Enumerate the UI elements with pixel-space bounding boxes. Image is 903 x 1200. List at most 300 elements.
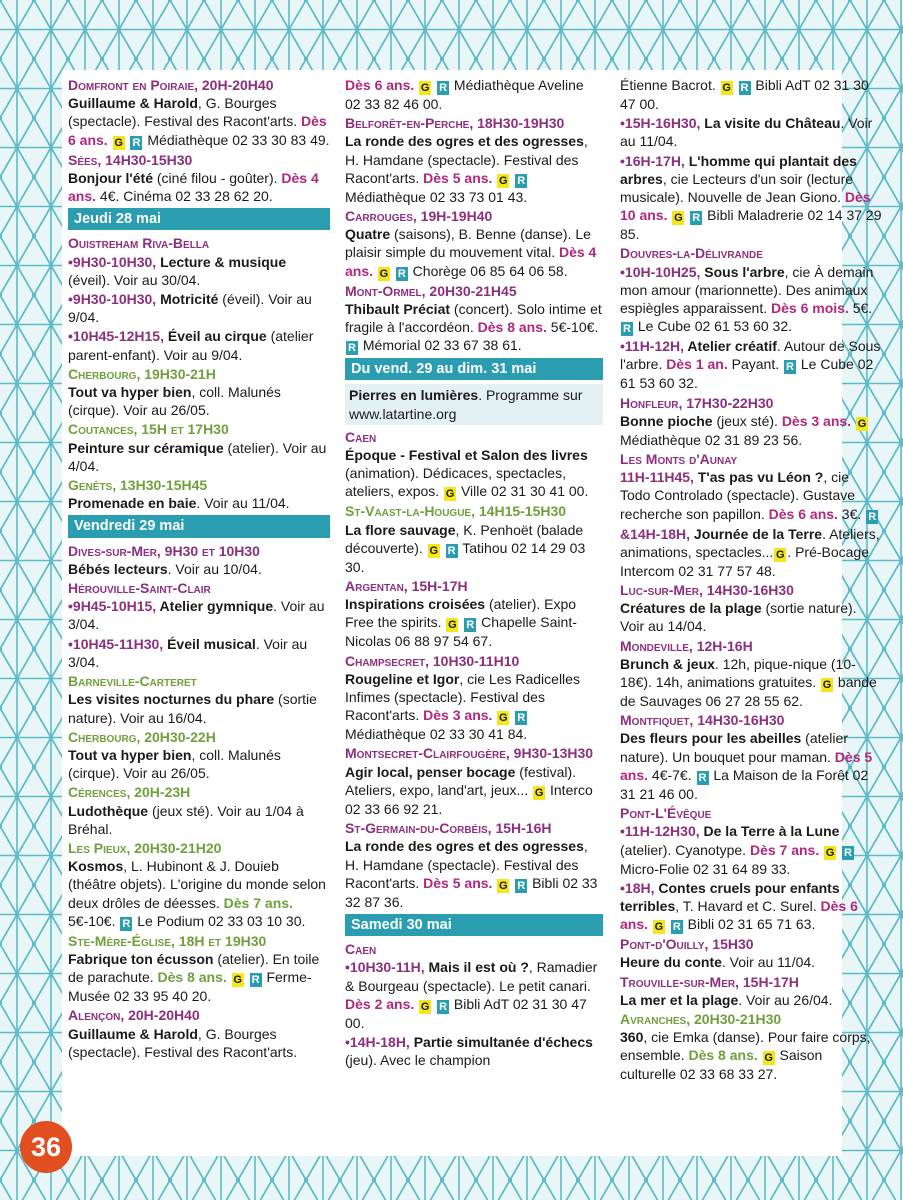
- free-g-icon: G: [114, 136, 123, 149]
- event-text: [68, 440, 326, 474]
- event-entry: [68, 76, 330, 150]
- event-text: [68, 747, 281, 781]
- event-entry: [620, 973, 882, 1009]
- event-place-time: Champsecret, 10H30-11H10: [345, 652, 520, 669]
- event-detail: (jeu). Avec le champion: [345, 1052, 491, 1069]
- event-text: [68, 598, 325, 632]
- reservation-r-icon: R: [346, 341, 358, 355]
- event-title: Bonne pioche: [620, 412, 713, 429]
- age-label: Dès 7 ans.: [223, 894, 293, 911]
- event-entry: [68, 542, 330, 578]
- event-detail: Bibli 02 33 32 87 36.: [345, 874, 598, 910]
- event-title: Brunch & jeux: [620, 655, 715, 672]
- event-entry: [68, 476, 330, 512]
- event-detail: [734, 77, 738, 93]
- reservation-r-icon: R: [697, 771, 709, 785]
- event-place-time: Alençon, 20H-20H40: [68, 1007, 200, 1024]
- event-place-time: Caen: [345, 941, 377, 958]
- event-title: Éveil au cirque: [167, 328, 267, 345]
- event-title: Mais il est où ?: [428, 959, 529, 976]
- event-text: [68, 95, 330, 147]
- event-detail: 5€-10€.: [546, 319, 599, 336]
- reservation-r-icon: R: [464, 618, 476, 632]
- age-label: Dès 2 ans.: [345, 995, 415, 1012]
- free-g-icon: G: [722, 82, 731, 94]
- event-detail: [459, 614, 463, 630]
- free-g-icon: G: [499, 174, 508, 187]
- free-g-icon: G: [825, 846, 835, 859]
- event-detail: [432, 77, 436, 93]
- time-label: •16H-17H,: [620, 152, 689, 169]
- event-entry: [345, 744, 603, 818]
- event-text: [68, 291, 312, 325]
- event-text: [68, 170, 319, 204]
- event-detail: [666, 916, 670, 932]
- time-label: •11H-12H30,: [620, 823, 704, 840]
- event-detail: [441, 540, 445, 556]
- event-place-time: Barneville-Carteret: [68, 673, 197, 690]
- event-place-time: Avranches, 20H30-21H30: [620, 1010, 782, 1027]
- reservation-r-icon: R: [784, 360, 796, 374]
- event-detail: [414, 996, 418, 1012]
- reservation-r-icon: R: [739, 81, 751, 95]
- event-text: [345, 671, 580, 742]
- event-entry: [68, 1006, 330, 1061]
- info-box: [345, 384, 603, 424]
- reservation-r-icon: R: [396, 267, 408, 281]
- event-entry: [68, 839, 330, 931]
- event-place-time: Belforêt-en-Perche, 18H30-19H30: [345, 115, 565, 132]
- event-text: [620, 469, 879, 521]
- event-title: La flore sauvage: [345, 521, 456, 538]
- event-entry: [345, 577, 603, 651]
- free-g-icon: G: [233, 974, 242, 987]
- time-label: •14H-18H,: [345, 1033, 414, 1050]
- event-detail: (atelier). En toile de parachute.: [68, 950, 320, 986]
- reservation-r-icon: R: [621, 322, 633, 336]
- event-detail: . Programme sur www.latartine.org: [349, 387, 583, 422]
- event-detail: (atelier). Expo Free the spirits.: [345, 596, 577, 631]
- event-text: [345, 596, 577, 649]
- age-label: Dès 7 ans.: [749, 841, 820, 858]
- event-detail: . Voir au 3/04.: [68, 598, 325, 633]
- reservation-r-icon: R: [671, 920, 683, 934]
- event-detail: Le Podium 02 33 03 10 30.: [133, 912, 306, 929]
- event-text: [68, 636, 307, 670]
- event-detail: , H. Hamdane (spectacle). Festival des Racont'arts.: [345, 133, 588, 186]
- event-title: Créatures de la plage: [620, 600, 762, 617]
- age-label: Dès 3 ans.: [423, 707, 493, 724]
- event-title: Partie simultanée d'échecs: [413, 1033, 593, 1050]
- event-title: Contes cruels pour enfants terribles: [620, 879, 840, 914]
- event-entry: [68, 672, 330, 727]
- event-text: [345, 959, 597, 1030]
- column-3: [620, 76, 882, 1085]
- event-place-time: Hérouville-Saint-Clair: [68, 580, 211, 597]
- event-detail: Chapelle Saint-Nicolas 06 88 97 54 67.: [345, 614, 577, 650]
- age-label: Dès 8 ans.: [477, 319, 547, 336]
- age-label: Dès 6 ans.: [345, 77, 415, 93]
- event-detail: (concert). Solo intime et fragile à l'accordéon.: [345, 300, 602, 336]
- event-detail: 5€-10€.: [68, 912, 120, 929]
- event-detail: Médiathèque 02 33 30 83 49.: [143, 131, 330, 148]
- event-text: [345, 522, 585, 575]
- event-detail: , K. Penhoët (balade découverte).: [345, 521, 584, 556]
- event-text: [345, 447, 588, 499]
- age-label: Dès 10 ans.: [620, 189, 871, 224]
- event-detail: , cie Les Radicelles Infimes (spectacle). Festival des Racont'arts.: [345, 670, 580, 724]
- event-title: Atelier créatif: [687, 338, 777, 355]
- event-text: [620, 264, 873, 335]
- event-title: Les visites nocturnes du phare: [68, 691, 275, 708]
- event-text: [68, 328, 313, 362]
- age-label: Dès 8 ans.: [157, 969, 227, 986]
- age-label: Dès 3 ans.: [781, 412, 852, 429]
- event-detail: , T. Havard et C. Surel.: [675, 897, 821, 914]
- event-title: Pierres en lumières: [349, 387, 479, 404]
- age-label: Dès 1 an.: [666, 356, 728, 373]
- age-label: Dès 6 ans.: [68, 113, 327, 148]
- event-title: Kosmos: [68, 858, 124, 875]
- event-detail: [373, 263, 377, 279]
- free-g-icon: G: [674, 212, 683, 225]
- event-detail: (atelier nature). Un bouquet pour maman.: [620, 730, 848, 765]
- event-text: [345, 764, 593, 817]
- event-entry: [345, 428, 603, 502]
- event-detail: (éveil). Voir au 9/04.: [68, 291, 312, 326]
- age-label: Dès 5 ans.: [423, 874, 493, 891]
- event-detail: bande de Sauvages 06 27 28 55 62.: [620, 674, 877, 710]
- free-g-icon: G: [822, 679, 832, 692]
- time-label: •10H45-12H15,: [68, 328, 168, 345]
- event-text: [68, 951, 319, 1004]
- event-place-time: Cherbourg, 20H30-22H: [68, 728, 216, 745]
- event-detail: , L. Hubinont & J. Douieb (théâtre objets). L'origine du monde selon deux drôles de déesses.: [68, 858, 326, 911]
- event-place-time: Douvres-la-Délivrande: [620, 245, 763, 262]
- time-label: •9H45-10H15,: [68, 598, 160, 615]
- event-detail: . Voir au 11/04.: [721, 954, 816, 971]
- event-text: [620, 823, 855, 876]
- event-place-time: Honfleur, 17H30-22H30: [620, 394, 774, 411]
- event-detail: (festival). Ateliers, expo, land'art, jeux...: [345, 763, 577, 798]
- event-detail: Mémorial 02 33 67 38 61.: [359, 337, 522, 354]
- event-place-time: Sées, 14H30-15H30: [68, 151, 193, 168]
- event-place-time: Genêts, 13H30-15H45: [68, 477, 208, 494]
- time-label: 11H-11H45,: [620, 469, 698, 486]
- event-detail: Interco 02 33 66 92 21.: [345, 781, 593, 817]
- event-text: [345, 226, 596, 278]
- event-place-time: Mondeville, 12H-16H: [620, 637, 753, 654]
- event-detail: , cie Emka (danse). Pour faire corps, ensemble.: [620, 1029, 871, 1064]
- event-entry: [68, 420, 330, 475]
- day-header: Du vend. 29 au dim. 31 mai: [345, 358, 603, 380]
- event-text: [68, 858, 326, 929]
- event-detail: Payant.: [727, 356, 783, 373]
- time-label: •11H-12H,: [620, 338, 688, 355]
- event-title: Lecture & musique: [160, 253, 287, 270]
- time-label: &14H-18H,: [620, 525, 694, 542]
- event-entry: [620, 244, 882, 336]
- time-label: •9H30-10H30,: [68, 291, 161, 308]
- free-g-icon: G: [857, 417, 867, 430]
- event-detail: La Maison de la Forêt 02 31 21 46 00.: [620, 766, 869, 802]
- event-detail: . Voir au 26/04.: [738, 991, 833, 1008]
- event-detail: [510, 707, 514, 723]
- event-detail: . Voir au 3/04.: [68, 635, 308, 670]
- event-entry: [620, 337, 882, 392]
- event-detail: [227, 969, 231, 985]
- free-g-icon: G: [379, 267, 389, 280]
- event-title: Des fleurs pour les abeilles: [620, 730, 802, 747]
- event-detail: . Pré-Bocage Intercom 02 31 77 57 48.: [620, 543, 870, 579]
- event-detail: (atelier parent-enfant). Voir au 9/04.: [68, 328, 314, 363]
- event-entry: [345, 207, 603, 281]
- event-text: [620, 992, 832, 1008]
- event-place-time: Coutances, 15H et 17H30: [68, 421, 229, 438]
- event-text: [349, 387, 582, 421]
- event-entry: [345, 652, 603, 744]
- event-place-time: Mont-Ormel, 20H30-21H45: [345, 282, 517, 299]
- event-entry: [620, 76, 882, 113]
- free-g-icon: G: [445, 488, 455, 501]
- event-entry: [345, 76, 603, 113]
- event-text: [68, 691, 317, 725]
- event-title: La ronde des ogres et des ogresses: [345, 838, 584, 855]
- event-detail: Étienne Bacrot.: [620, 77, 720, 93]
- event-detail: , G. Bourges (spectacle). Festival des Racont'arts.: [68, 1025, 298, 1060]
- event-text: [620, 526, 880, 579]
- event-detail: (animation). Dédicaces, spectacles, ateliers, expos.: [345, 465, 566, 500]
- event-text: [620, 730, 872, 801]
- reservation-r-icon: R: [437, 1000, 449, 1014]
- day-header: Samedi 30 mai: [345, 914, 603, 936]
- event-detail: . Voir au 11/04.: [620, 115, 873, 150]
- event-text: [68, 254, 286, 288]
- event-detail: , coll. Malunés (cirque). Voir au 26/05.: [68, 746, 281, 782]
- event-place-time: Pont-d'Ouilly, 15H30: [620, 936, 754, 953]
- event-detail: . Voir au 10/04.: [167, 560, 262, 577]
- event-detail: (sortie nature). Voir au 16/04.: [68, 691, 317, 726]
- event-detail: , cie Todo Controlado (spectacle). Gustave recherche son papillon.: [620, 469, 856, 522]
- day-header: Vendredi 29 mai: [68, 515, 330, 537]
- event-entry: [620, 711, 882, 803]
- event-text: [345, 133, 588, 204]
- event-detail: (saisons), B. Benne (danse). Le plaisir simple du mouvement vital.: [345, 226, 591, 261]
- event-detail: [648, 916, 652, 932]
- age-label: Dès 6 ans.: [620, 897, 858, 933]
- event-text: [345, 838, 597, 909]
- event-place-time: Cérences, 20H-23H: [68, 784, 191, 801]
- event-place-time: Domfront en Poiraie, 20H-20H40: [68, 77, 274, 93]
- event-text: [620, 1029, 871, 1082]
- event-place-time: Luc-sur-Mer, 14H30-16H30: [620, 582, 794, 599]
- event-entry: [345, 819, 603, 911]
- event-place-time: Les Pieux, 20H30-21H20: [68, 839, 222, 856]
- event-detail: Bibli 02 31 65 71 63.: [683, 916, 816, 933]
- event-detail: . Autour de Sous l'arbre.: [620, 338, 881, 373]
- event-entry: [68, 635, 330, 671]
- reservation-r-icon: R: [515, 711, 527, 725]
- event-entry: [345, 1033, 603, 1069]
- event-entry: [68, 290, 330, 326]
- event-detail: Bibli Maladrerie 02 14 37 29 85.: [620, 207, 882, 243]
- event-detail: Médiathèque Aveline 02 33 82 46 00.: [345, 77, 584, 112]
- event-text: [68, 495, 290, 511]
- age-label: Dès 5 ans.: [423, 169, 493, 186]
- reservation-r-icon: R: [842, 846, 854, 860]
- event-place-time: Ouistreham Riva-Bella: [68, 235, 210, 252]
- event-detail: , cie Lecteurs d'un soir (lecture musicale). Nouvelle de Jean Giono.: [620, 170, 854, 206]
- event-detail: [126, 132, 130, 148]
- event-detail: Bibli AdT 02 31 30 47 00.: [345, 995, 587, 1031]
- event-entry: [68, 234, 330, 289]
- event-text: [620, 153, 882, 243]
- event-detail: [510, 875, 514, 891]
- age-label: Dès 8 ans.: [688, 1047, 758, 1064]
- free-g-icon: G: [776, 548, 785, 561]
- time-label: •9H30-10H30,: [68, 253, 161, 270]
- time-label: •10H45-11H30,: [68, 635, 168, 652]
- time-label: •18H,: [620, 879, 659, 896]
- event-entry: [68, 579, 330, 634]
- event-title: La visite du Château: [704, 115, 841, 132]
- event-title: 360: [620, 1029, 644, 1046]
- event-text: [620, 77, 869, 112]
- event-detail: (ciné filou - goûter).: [153, 169, 282, 186]
- event-detail: [245, 969, 249, 985]
- event-detail: Micro-Folie 02 31 64 89 33.: [620, 860, 791, 877]
- free-g-icon: G: [534, 786, 544, 799]
- event-detail: [391, 263, 395, 279]
- event-entry: [68, 327, 330, 363]
- event-title: Quatre: [345, 226, 391, 243]
- event-detail: Ferme-Musée 02 33 95 40 20.: [68, 969, 312, 1005]
- event-title: Guillaume & Harold: [68, 95, 198, 112]
- event-entry: [345, 114, 603, 206]
- event-entry: [620, 450, 882, 524]
- event-detail: Ville 02 31 30 41 00.: [457, 483, 589, 500]
- event-detail: , G. Bourges (spectacle). Festival des Racont'arts.: [68, 95, 301, 130]
- event-title: Tout va hyper bien: [68, 746, 192, 763]
- event-detail: [510, 170, 514, 186]
- column-1: [68, 76, 330, 1062]
- free-g-icon: G: [420, 1000, 430, 1013]
- event-entry: [68, 151, 330, 206]
- event-place-time: Caen: [345, 428, 377, 445]
- event-detail: (éveil). Voir au 30/04.: [68, 271, 201, 288]
- event-entry: [620, 152, 882, 244]
- event-text: [345, 77, 584, 112]
- event-title: Agir local, penser bocage: [345, 763, 516, 780]
- event-detail: 4€. Cinéma 02 33 28 62 20.: [96, 188, 273, 205]
- event-detail: Médiathèque 02 31 89 23 56.: [620, 431, 803, 448]
- age-label: Dès 6 ans.: [768, 505, 838, 522]
- event-detail: Saison culturelle 02 33 68 33 27.: [620, 1047, 823, 1083]
- event-detail: [851, 413, 855, 429]
- event-detail: [685, 207, 689, 223]
- event-detail: [492, 875, 496, 891]
- event-entry: [620, 879, 882, 934]
- event-place-time: Les Monts d'Aunay: [620, 451, 738, 468]
- event-title: Tout va hyper bien: [68, 384, 192, 401]
- event-detail: Le Cube 02 61 53 60 32.: [634, 318, 793, 335]
- event-entry: [620, 804, 882, 878]
- event-detail: Tatihou 02 14 29 03 30.: [345, 539, 586, 575]
- event-title: Inspirations croisées: [345, 596, 486, 613]
- event-detail: . 12h, pique-nique (10-18€). 14h, animations gratuites.: [620, 655, 856, 691]
- event-place-time: Ste-Mère-Église, 18H et 19H30: [68, 932, 267, 949]
- event-detail: [667, 207, 671, 223]
- event-detail: , coll. Malunés (cirque). Voir au 26/05.: [68, 384, 281, 419]
- event-detail: Bibli AdT 02 31 30 47 00.: [620, 77, 869, 112]
- event-detail: 5€.: [848, 300, 873, 317]
- event-title: Promenade en baie: [68, 495, 197, 512]
- time-label: •10H-10H25,: [620, 263, 705, 280]
- event-place-time: Dives-sur-Mer, 9H30 et 10H30: [68, 542, 260, 559]
- event-entry: [620, 1010, 882, 1084]
- event-detail: [492, 707, 496, 723]
- event-detail: , Ramadier & Bourgeau (spectacle). Le petit canari.: [345, 959, 598, 994]
- event-title: Heure du conte: [620, 954, 722, 971]
- event-entry: [68, 728, 330, 783]
- free-g-icon: G: [429, 544, 438, 557]
- event-detail: Médiathèque 02 33 30 41 84.: [345, 726, 528, 743]
- event-detail: [108, 132, 112, 148]
- event-title: L'homme qui plantait des arbres: [620, 152, 857, 187]
- event-detail: [837, 842, 841, 858]
- event-detail: [432, 996, 436, 1012]
- event-entry: [620, 935, 882, 971]
- event-title: T'as pas vu Léon ?: [697, 469, 824, 486]
- free-g-icon: G: [420, 82, 430, 94]
- event-detail: , cie À demain mon amour (marionnette). Des animaux espiègles apparaissent.: [620, 263, 874, 317]
- age-label: Dès 4 ans.: [68, 169, 319, 205]
- event-text: [620, 880, 858, 932]
- event-detail: (atelier). Cyanotype.: [620, 841, 750, 858]
- event-detail: [819, 842, 823, 858]
- event-detail: [492, 170, 496, 186]
- event-entry: [68, 932, 330, 1006]
- day-header: Jeudi 28 mai: [68, 208, 330, 230]
- event-place-time: Argentan, 15H-17H: [345, 578, 468, 595]
- reservation-r-icon: R: [690, 211, 702, 225]
- free-g-icon: G: [654, 921, 664, 934]
- event-text: [68, 803, 304, 837]
- age-label: Dès 6 mois.: [771, 300, 849, 317]
- reservation-r-icon: R: [515, 174, 527, 188]
- event-text: [620, 954, 815, 970]
- event-title: Bébés lecteurs: [68, 560, 168, 577]
- event-text: [620, 115, 872, 149]
- event-text: [68, 384, 281, 418]
- age-label: Dès 4 ans.: [345, 244, 597, 279]
- free-g-icon: G: [764, 1052, 773, 1065]
- event-title: La mer et la plage: [620, 991, 739, 1008]
- event-detail: (jeux sté).: [712, 412, 782, 429]
- event-place-time: Trouville-sur-Mer, 15H-17H: [620, 973, 799, 990]
- event-text: [620, 600, 857, 634]
- event-place-time: Cherbourg, 19H30-21H: [68, 365, 216, 382]
- event-entry: [345, 502, 603, 576]
- event-text: [68, 561, 262, 577]
- event-title: Journée de la Terre: [693, 525, 823, 542]
- event-place-time: St-Vaast-la-Hougue, 14H15-15H30: [345, 503, 567, 520]
- event-text: [620, 413, 869, 448]
- event-text: [620, 656, 877, 709]
- reservation-r-icon: R: [130, 136, 142, 150]
- reservation-r-icon: R: [515, 879, 527, 893]
- event-entry: [68, 783, 330, 838]
